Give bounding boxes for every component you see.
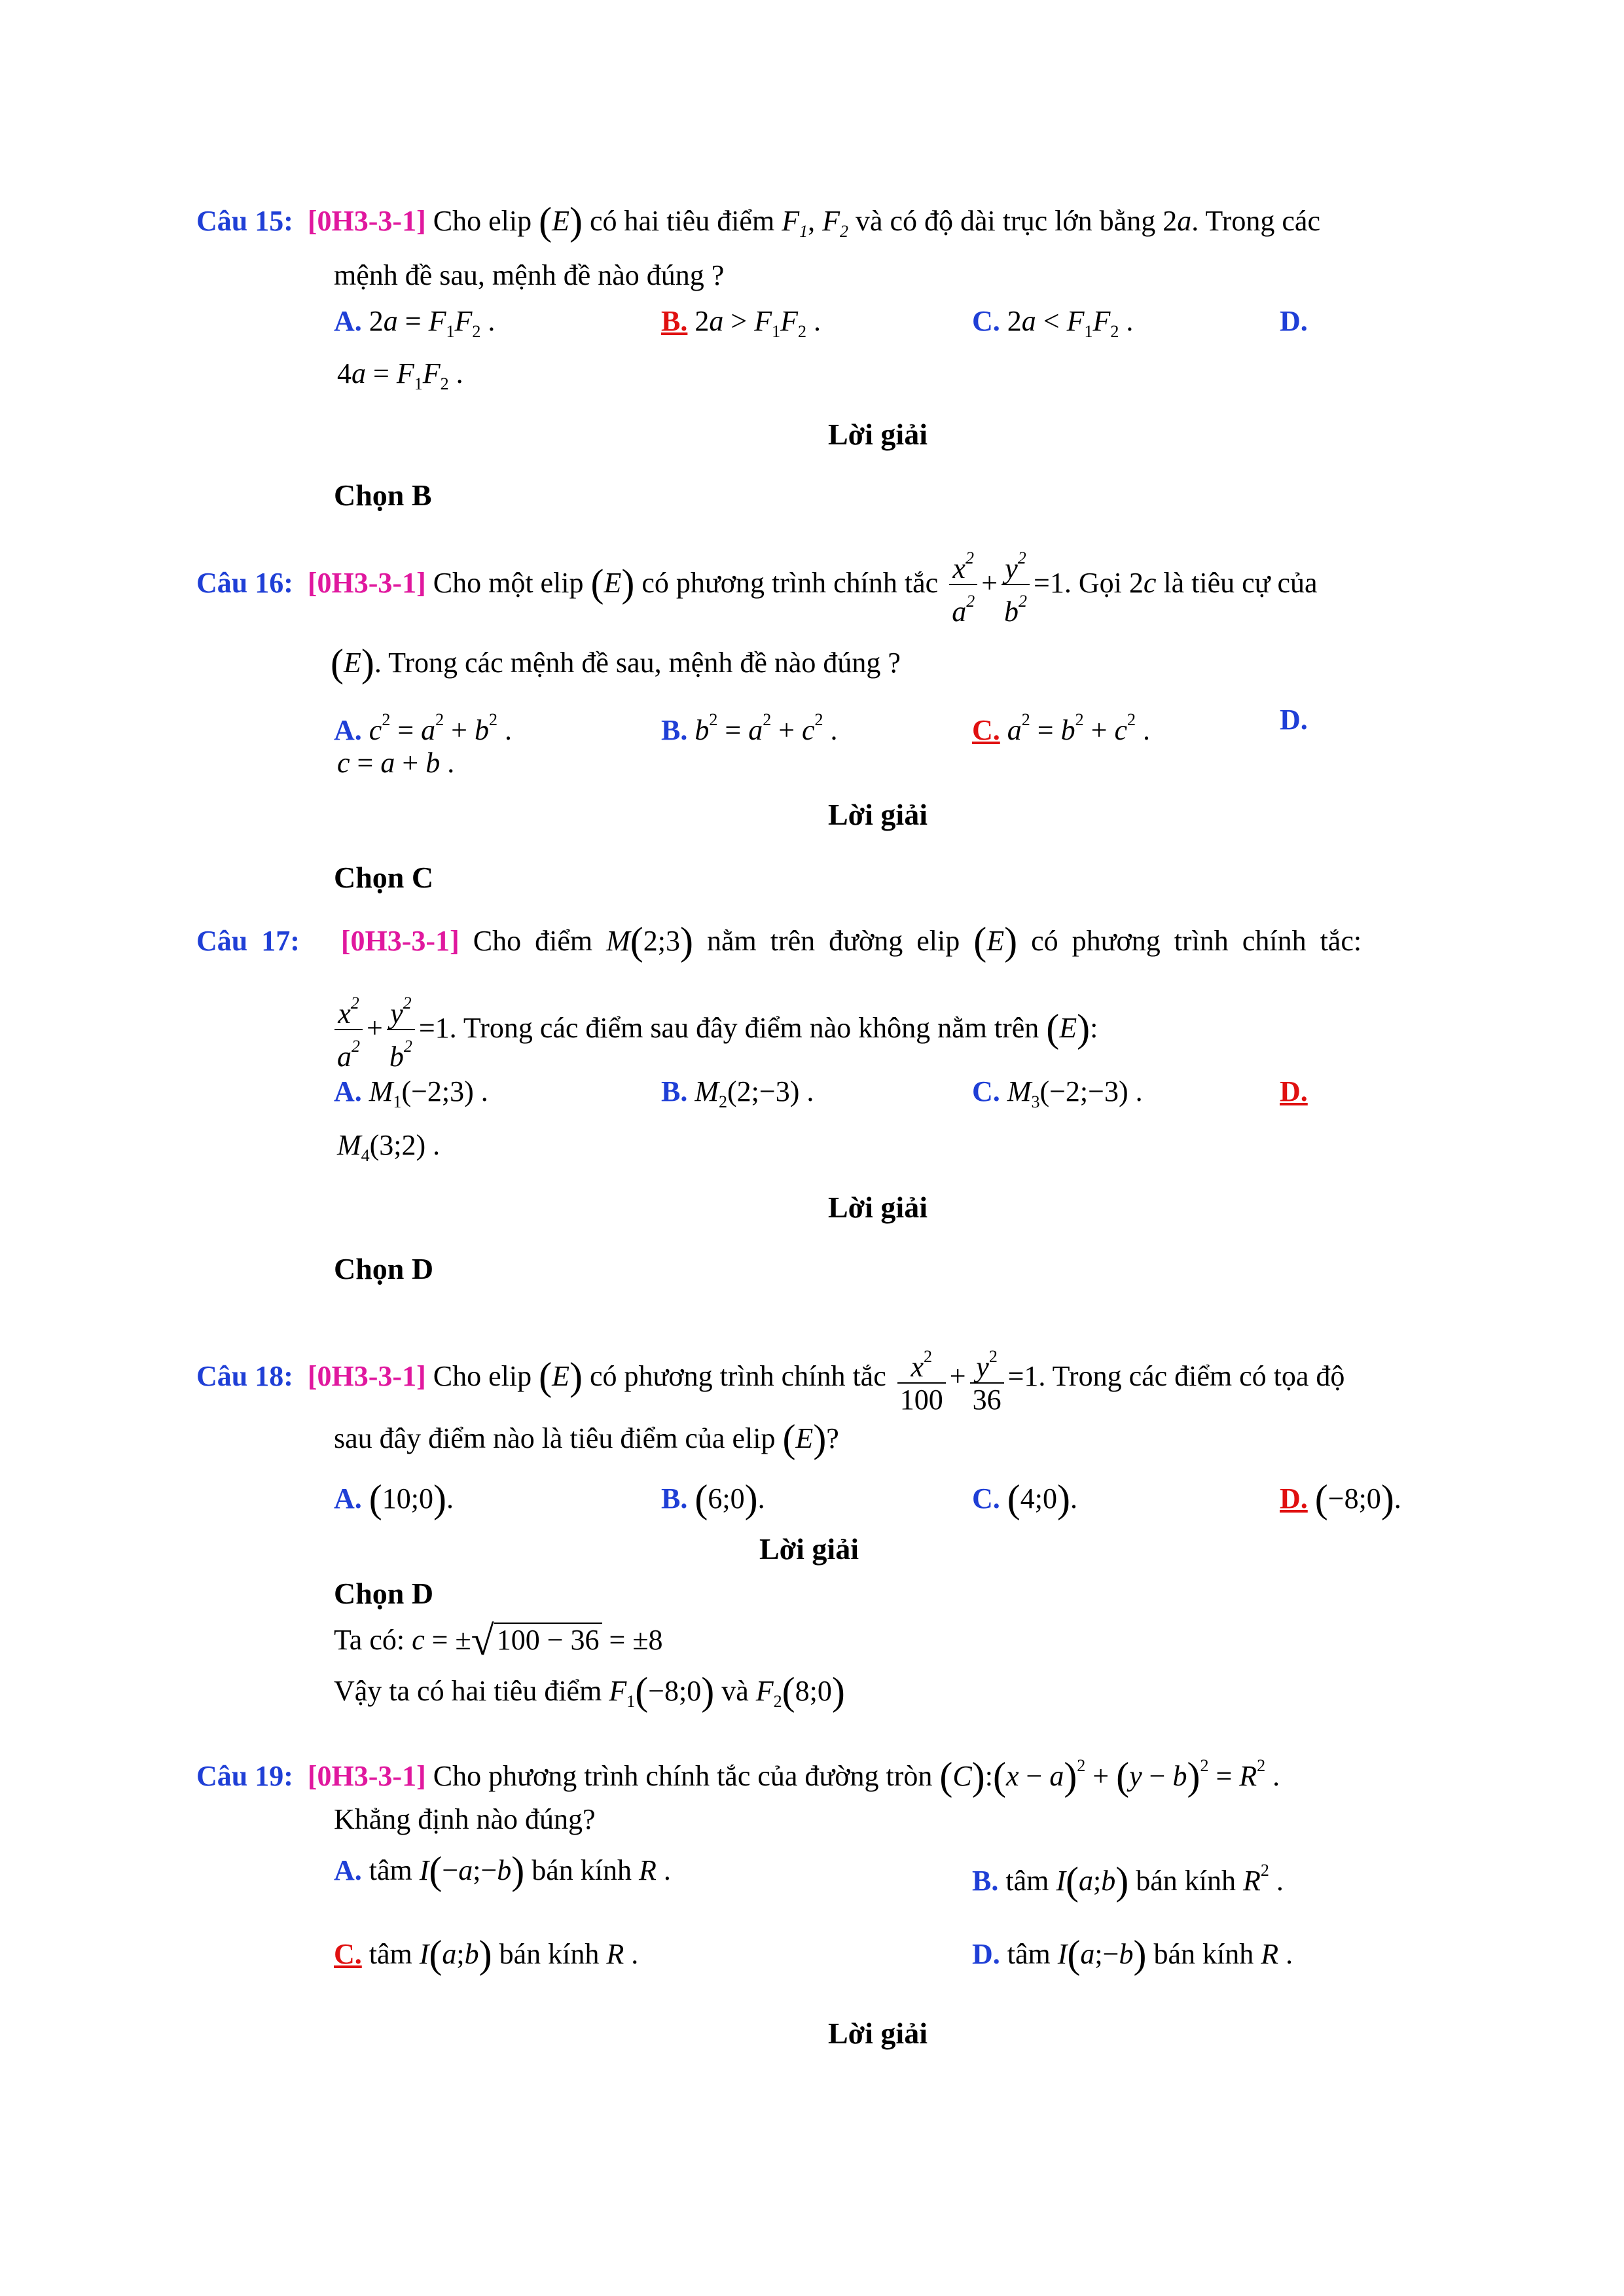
q15-code: [0H3-3-1]	[307, 205, 426, 237]
q17-loi-giai: Lời giải	[828, 1191, 928, 1224]
q17-optA: A. $M_1(-2;3)$ .	[334, 1075, 488, 1111]
q17-line1: Câu 17: [0H3-3-1] Cho điểm M(2;3) nằm trên đường elip (E) có phương trình chính tắc:	[196, 920, 1362, 963]
q15-optC: C. $2a < F_1F_2$ .	[972, 305, 1134, 341]
q18-line2: sau đây điểm nào là tiêu điểm của elip (E)?	[334, 1417, 839, 1460]
q16-label: Câu 16:	[196, 567, 293, 600]
q16-optB: B. $b^2 = a^2 + c^2$ .	[661, 710, 838, 746]
q17-frac-y: $\frac{y^2}{b^2}$	[387, 988, 415, 1073]
q17-label: Câu 17:	[196, 925, 300, 957]
q18-line1: Câu 18: [0H3-3-1] Cho elip (E) có phương trình chính tắc $\frac{x^2}{100}$ + $\frac{y^2}{36}$ =1. Trong các điểm có tọa độ	[196, 1342, 1344, 1416]
q16-chon: Chọn C	[334, 861, 434, 894]
q15-chon: Chọn B	[334, 478, 432, 512]
q18-vay: Vậy ta có hai tiêu điểm $F_1(-8;0)$ và $F_2(8;0)$	[334, 1670, 845, 1713]
q15-label: Câu 15:	[196, 205, 293, 237]
q19-code: [0H3-3-1]	[307, 1760, 426, 1792]
q18-optC: C. (4;0).	[972, 1477, 1077, 1520]
q18-optA: A. (10;0).	[334, 1477, 454, 1520]
q15-line1: Câu 15: [0H3-3-1] Cho elip (E) có hai tiêu điểm $F_1$, $F_2$ và có độ dài trục lớn bằng 2a. Trong các	[196, 200, 1320, 243]
q15-loi-giai: Lời giải	[828, 418, 928, 451]
q19-line2: Khẳng định nào đúng?	[334, 1803, 596, 1835]
q17-chon: Chọn D	[334, 1252, 434, 1285]
q17-optC: C. $M_3(-2;-3)$ .	[972, 1075, 1143, 1111]
q16-optA: A. $c^2 = a^2 + b^2$ .	[334, 710, 512, 746]
q15-optA: A. $2a = F_1F_2$ .	[334, 305, 496, 341]
q19-optD: D. tâm I(a;−b) bán kính R .	[972, 1933, 1293, 1976]
q16-loi-giai: Lời giải	[828, 798, 928, 831]
q18-frac-x: $\frac{x^2}{100}$	[897, 1342, 946, 1416]
q18-ta-co: Ta có: c = ±√100 − 36 = ±8	[334, 1617, 663, 1664]
q17-line2: $\frac{x^2}{a^2}$ + $\frac{y^2}{b^2}$ =1. Trong các điểm sau đây điểm nào không nằm trên (E):	[331, 988, 1098, 1073]
q15-optB: B. $2a > F_1F_2$ .	[661, 305, 821, 341]
q16-frac-x: $\frac{x^2}{a^2}$	[949, 543, 977, 628]
q18-loi-giai: Lời giải	[759, 1532, 859, 1566]
q17-optB: B. $M_2(2;-3)$ .	[661, 1075, 814, 1111]
q19-loi-giai: Lời giải	[828, 2017, 928, 2050]
q18-optD: D. (−8;0).	[1280, 1477, 1401, 1520]
q19-label: Câu 19:	[196, 1760, 293, 1792]
q15-line2: mệnh đề sau, mệnh đề nào đúng ?	[334, 259, 725, 291]
q16-optD-text: c = a + b .	[337, 747, 455, 779]
q17-frac-x: $\frac{x^2}{a^2}$	[334, 988, 363, 1073]
q18-chon: Chọn D	[334, 1577, 434, 1610]
q16-line1: Câu 16: [0H3-3-1] Cho một elip (E) có phương trình chính tắc $\frac{x^2}{a^2}$ + $\frac{y^2}{b^2}$ =1. Gọi 2c là tiêu cự của	[196, 543, 1318, 628]
q16-frac-y: $\frac{y^2}{b^2}$	[1001, 543, 1030, 628]
q17-code: [0H3-3-1]	[340, 925, 460, 957]
q15-optD: D.	[1280, 305, 1308, 337]
q19-optA: A. tâm I(−a;−b) bán kính R .	[334, 1849, 671, 1892]
q15-optD-text: $4a = F_1F_2$ .	[337, 357, 463, 393]
q18-label: Câu 18:	[196, 1360, 293, 1393]
q16-line2: (E). Trong các mệnh đề sau, mệnh đề nào đúng ?	[331, 641, 901, 685]
q17-optD-text: $M_4(3;2)$ .	[337, 1129, 441, 1165]
q16-optD: D.	[1280, 704, 1308, 736]
q18-optB: B. (6;0).	[661, 1477, 765, 1520]
q19-optC: C. tâm I(a;b) bán kính R .	[334, 1933, 639, 1976]
q16-optC: C. $a^2 = b^2 + c^2$ .	[972, 710, 1150, 746]
q18-code: [0H3-3-1]	[307, 1360, 426, 1393]
q18-frac-y: $\frac{y^2}{36}$	[970, 1342, 1004, 1416]
q19-line1: Câu 19: [0H3-3-1] Cho phương trình chính tắc của đường tròn (C):(x − $a)^2 + (y - b)^2 = R^2$ .	[196, 1755, 1280, 1798]
q19-optB: B. tâm I(a;b) bán kính $R^2$ .	[972, 1859, 1284, 1903]
q16-code: [0H3-3-1]	[307, 567, 426, 600]
q17-optD: D.	[1280, 1075, 1308, 1107]
